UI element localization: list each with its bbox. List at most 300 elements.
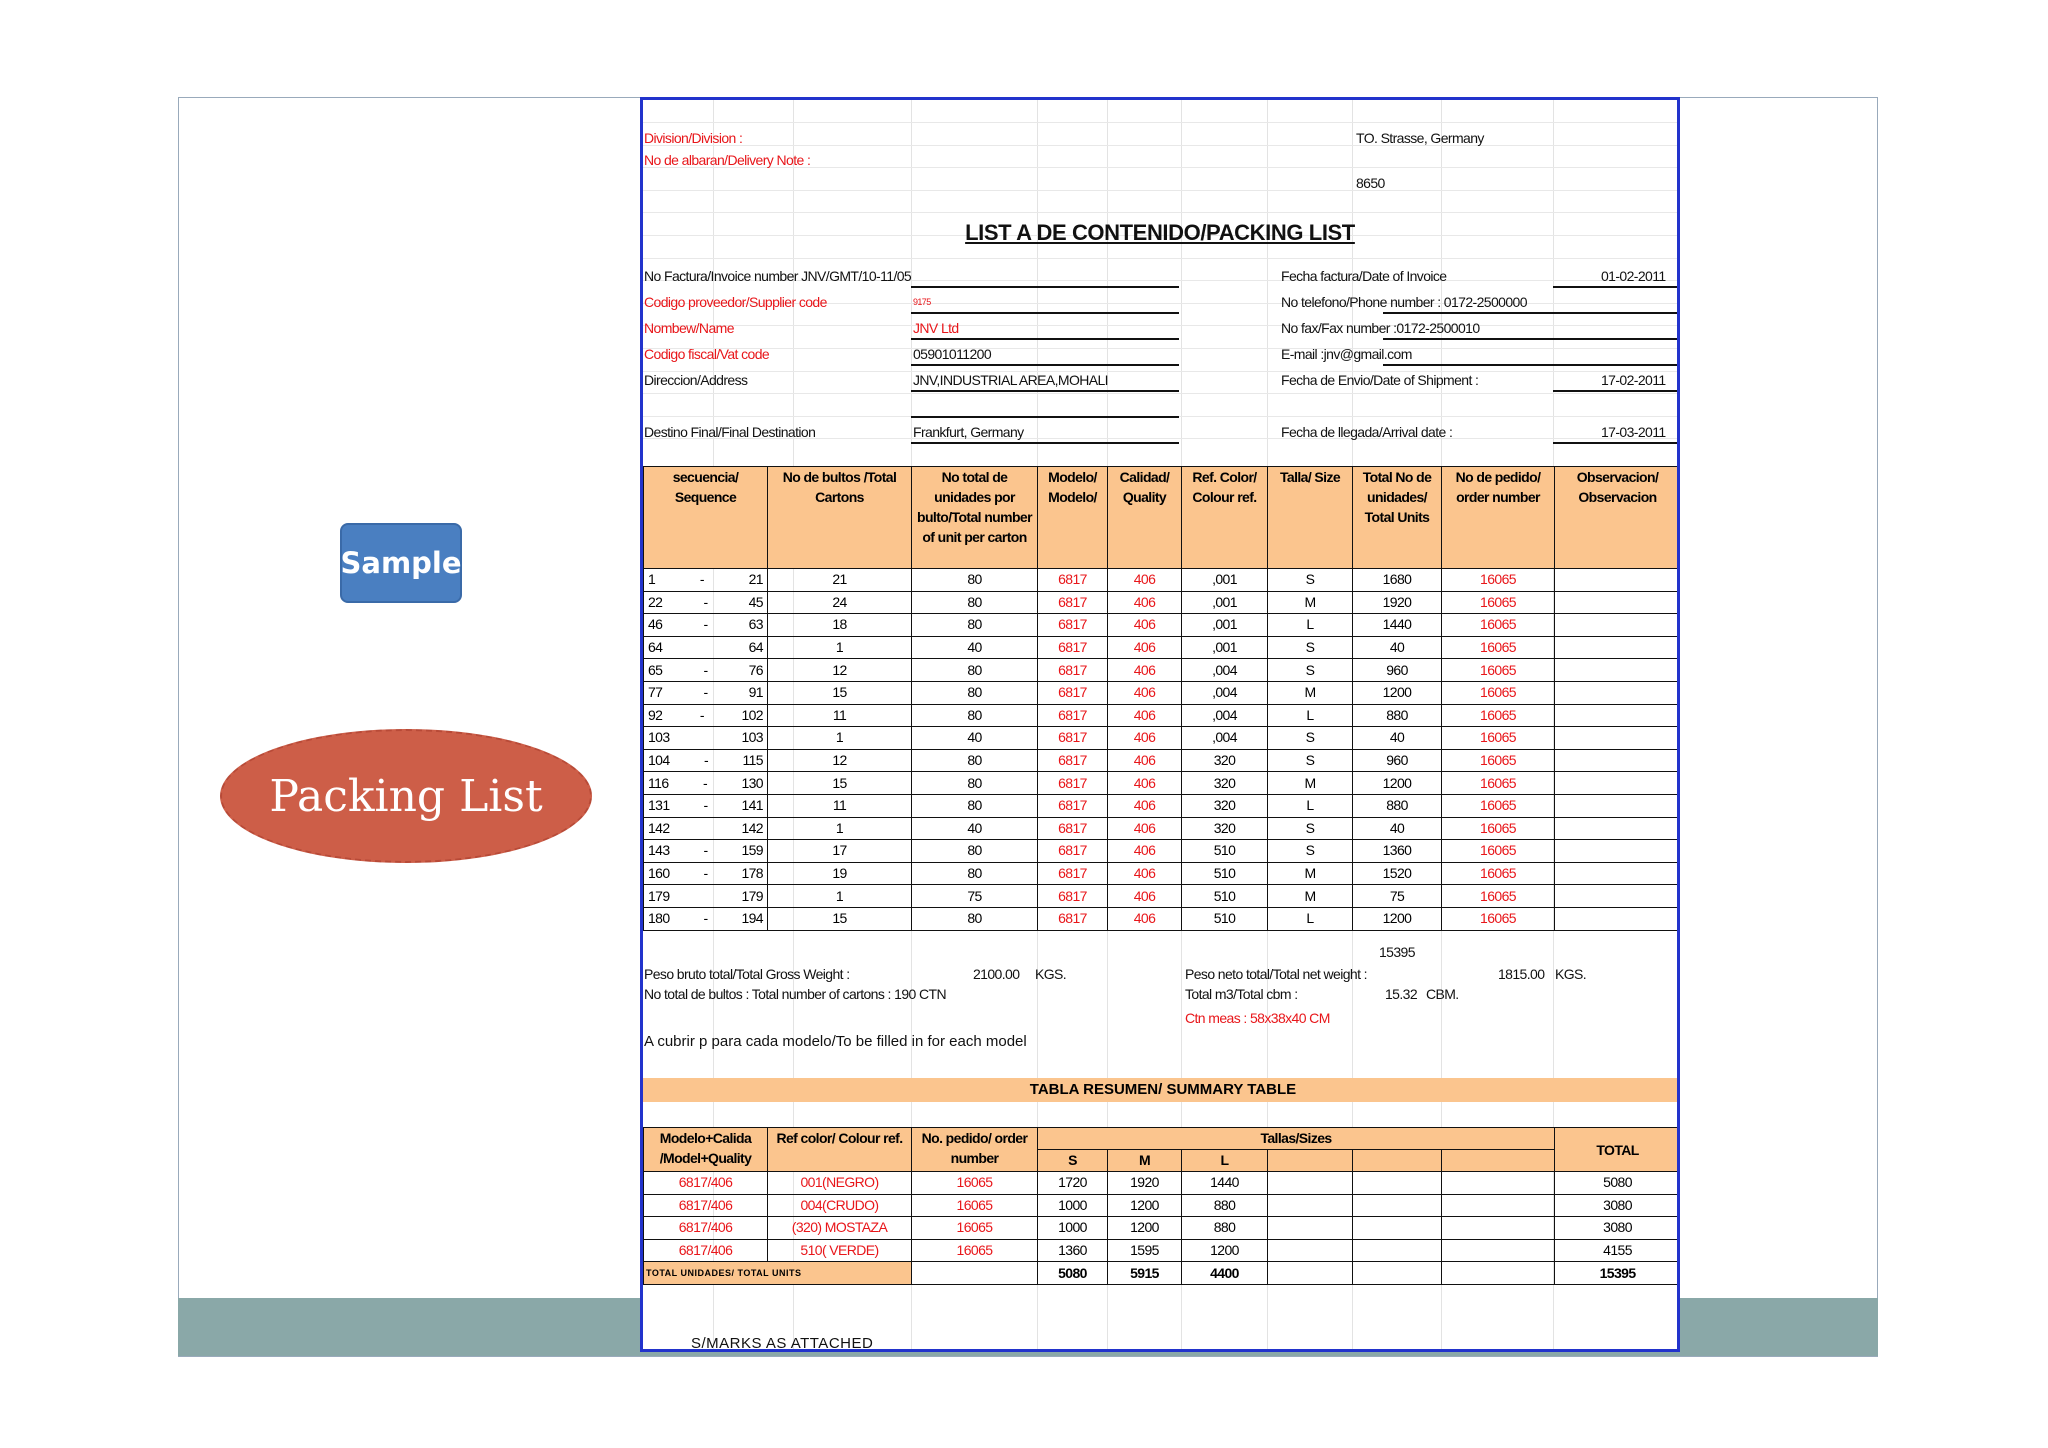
sequence-cell	[644, 569, 768, 592]
supplier-code-value: 9175	[913, 297, 931, 307]
order-cell: 16065	[1442, 681, 1555, 704]
final-destination-label: Destino Final/Final Destination	[644, 424, 816, 440]
order-cell: 16065	[1442, 862, 1555, 885]
per-carton-cell: 80	[912, 749, 1038, 772]
blank-cell	[1442, 1262, 1555, 1285]
colour-cell: 510	[1182, 840, 1268, 863]
units-cell: 40	[1353, 817, 1442, 840]
sequence-from: 64	[648, 639, 663, 656]
quality-cell: 406	[1108, 772, 1182, 795]
sequence-to: 178	[741, 865, 763, 882]
quality-cell: 406	[1108, 862, 1182, 885]
total-units-value: 15395	[1379, 944, 1415, 960]
colour-cell: 320	[1182, 772, 1268, 795]
cartons-cell: 15	[768, 907, 912, 930]
order-cell: 16065	[1442, 794, 1555, 817]
cbm-unit: CBM.	[1426, 986, 1459, 1002]
underline	[911, 338, 1179, 340]
units-cell: 1200	[1353, 772, 1442, 795]
blank-cell	[1442, 1194, 1555, 1217]
cartons-cell: 12	[768, 659, 912, 682]
observacion-cell	[1555, 817, 1681, 840]
to-address: TO. Strasse, Germany	[1356, 130, 1484, 146]
order-cell: 16065	[1442, 907, 1555, 930]
cartons-cell: 1	[768, 885, 912, 908]
table-row	[644, 659, 1681, 682]
shipping-marks: S/MARKS AS ATTACHED	[691, 1335, 874, 1352]
size-cell: M	[1268, 772, 1353, 795]
units-cell: 1200	[1353, 907, 1442, 930]
model-cell: 6817	[1038, 907, 1108, 930]
model-cell: 6817	[1038, 862, 1108, 885]
cartons-cell: 17	[768, 840, 912, 863]
l-cell: 880	[1182, 1217, 1268, 1240]
model-cell: 6817/406	[644, 1217, 768, 1240]
size-cell: S	[1268, 569, 1353, 592]
address-value: JNV,INDUSTRIAL AREA,MOHALI	[913, 372, 1108, 388]
per-carton-cell: 80	[912, 704, 1038, 727]
units-cell: 960	[1353, 749, 1442, 772]
quality-cell: 406	[1108, 704, 1182, 727]
size-cell: L	[1268, 704, 1353, 727]
colour-cell: 320	[1182, 749, 1268, 772]
table-row	[644, 636, 1681, 659]
model-cell: 6817	[1038, 614, 1108, 637]
sequence-cell	[644, 907, 768, 930]
quality-cell: 406	[1108, 614, 1182, 637]
sequence-cell	[644, 862, 768, 885]
underline	[911, 442, 1179, 444]
sequence-to: 115	[742, 752, 763, 769]
per-carton-cell: 80	[912, 772, 1038, 795]
cbm-value: 15.32	[1385, 986, 1418, 1002]
sequence-dash: -	[699, 571, 704, 588]
invoice-number-label: No Factura/Invoice number JNV/GMT/10-11/05	[644, 268, 912, 284]
units-cell: 880	[1353, 794, 1442, 817]
summary-row	[644, 1239, 1681, 1262]
model-cell: 6817	[1038, 681, 1108, 704]
total-s-cell: 5080	[1038, 1262, 1108, 1285]
sequence-cell	[644, 817, 768, 840]
per-carton-cell: 40	[912, 636, 1038, 659]
header-total-units: Total No de unidades/ Total Units	[1353, 467, 1442, 569]
colour-cell: ,004	[1182, 659, 1268, 682]
underline	[911, 364, 1179, 366]
sequence-from: 1	[648, 571, 656, 588]
fill-note: A cubrir p para cada modelo/To be filled in for each model	[644, 1033, 1027, 1050]
colour-cell: 510	[1182, 907, 1268, 930]
net-weight-label: Peso neto total/Total net weight :	[1185, 966, 1367, 982]
sum-header-blank	[1353, 1150, 1442, 1172]
table-row	[644, 885, 1681, 908]
order-cell: 16065	[1442, 659, 1555, 682]
underline	[911, 286, 1179, 288]
underline	[1553, 442, 1680, 444]
observacion-cell	[1555, 659, 1681, 682]
order-cell: 16065	[912, 1172, 1038, 1195]
colour-cell: ,001	[1182, 569, 1268, 592]
model-cell: 6817/406	[644, 1172, 768, 1195]
sequence-from: 65	[648, 661, 663, 678]
cartons-cell: 15	[768, 681, 912, 704]
vat-code-label: Codigo fiscal/Vat code	[644, 346, 770, 362]
cartons-cell: 24	[768, 591, 912, 614]
per-carton-cell: 80	[912, 840, 1038, 863]
order-cell: 16065	[1442, 636, 1555, 659]
order-cell: 16065	[912, 1217, 1038, 1240]
size-cell: S	[1268, 749, 1353, 772]
fax-label: No fax/Fax number :0172-2500010	[1281, 320, 1480, 336]
sequence-dash: -	[702, 774, 708, 791]
supplier-code-label: Codigo proveedor/Supplier code	[644, 294, 827, 310]
grid-line	[643, 145, 1677, 146]
l-cell: 1200	[1182, 1239, 1268, 1262]
sequence-to: 102	[741, 706, 763, 723]
quality-cell: 406	[1108, 591, 1182, 614]
sequence-dash: -	[703, 593, 708, 610]
size-cell: M	[1268, 681, 1353, 704]
quality-cell: 406	[1108, 749, 1182, 772]
total-cell: 4155	[1555, 1239, 1680, 1262]
total-total-cell: 15395	[1555, 1262, 1680, 1285]
size-cell: S	[1268, 840, 1353, 863]
cartons-cell: 19	[768, 862, 912, 885]
sequence-cell	[644, 704, 768, 727]
sequence-from: 143	[648, 842, 670, 859]
observacion-cell	[1555, 885, 1681, 908]
sequence-dash: -	[703, 661, 708, 678]
colour-cell: ,001	[1182, 591, 1268, 614]
sequence-from: 180	[648, 910, 670, 927]
colour-cell: 510( VERDE)	[768, 1239, 912, 1262]
model-cell: 6817/406	[644, 1194, 768, 1217]
summary-total-label: TOTAL UNIDADES/ TOTAL UNITS	[644, 1262, 912, 1285]
quality-cell: 406	[1108, 659, 1182, 682]
quality-cell: 406	[1108, 817, 1182, 840]
header-quality: Calidad/ Quality	[1108, 467, 1182, 569]
quality-cell: 406	[1108, 727, 1182, 750]
model-cell: 6817	[1038, 591, 1108, 614]
grid-line	[643, 348, 1677, 349]
cartons-cell: 21	[768, 569, 912, 592]
summary-row	[644, 1217, 1681, 1240]
cartons-cell: 11	[768, 704, 912, 727]
name-label: Nombew/Name	[644, 320, 734, 336]
invoice-date-value: 01-02-2011	[1601, 268, 1666, 284]
m-cell: 1200	[1108, 1194, 1182, 1217]
per-carton-cell: 75	[912, 885, 1038, 908]
order-cell: 16065	[1442, 704, 1555, 727]
order-cell: 16065	[1442, 614, 1555, 637]
order-cell: 16065	[1442, 749, 1555, 772]
sum-header-total: TOTAL	[1555, 1128, 1680, 1172]
underline	[911, 416, 1179, 418]
units-cell: 1360	[1353, 840, 1442, 863]
delivery-note-label: No de albaran/Delivery Note :	[644, 152, 811, 168]
sequence-cell	[644, 591, 768, 614]
size-cell: M	[1268, 885, 1353, 908]
sum-header-s: S	[1038, 1150, 1108, 1172]
units-cell: 1680	[1353, 569, 1442, 592]
underline	[911, 390, 1179, 392]
header-units-per-carton: No total de unidades por bulto/Total number of unit per carton	[912, 467, 1038, 569]
grid-line	[643, 190, 1677, 191]
per-carton-cell: 80	[912, 591, 1038, 614]
table-row	[644, 727, 1681, 750]
summary-row	[644, 1194, 1681, 1217]
summary-title: TABLA RESUMEN/ SUMMARY TABLE	[643, 1078, 1680, 1102]
colour-cell: 510	[1182, 885, 1268, 908]
cartons-cell: 12	[768, 749, 912, 772]
sum-header-order: No. pedido/ order number	[912, 1128, 1038, 1172]
per-carton-cell: 80	[912, 569, 1038, 592]
size-cell: L	[1268, 907, 1353, 930]
per-carton-cell: 40	[912, 727, 1038, 750]
blank-cell	[1353, 1239, 1442, 1262]
units-cell: 960	[1353, 659, 1442, 682]
summary-row	[644, 1172, 1681, 1195]
colour-cell: ,001	[1182, 636, 1268, 659]
colour-cell: 001(NEGRO)	[768, 1172, 912, 1195]
sequence-cell	[644, 636, 768, 659]
header-sequence: secuencia/ Sequence	[644, 467, 768, 569]
size-cell: S	[1268, 659, 1353, 682]
quality-cell: 406	[1108, 907, 1182, 930]
order-cell: 16065	[1442, 569, 1555, 592]
sequence-to: 141	[741, 797, 763, 814]
per-carton-cell: 80	[912, 659, 1038, 682]
sum-header-model-quality: Modelo+Calida /Model+Quality	[644, 1128, 768, 1172]
table-row	[644, 681, 1681, 704]
shipment-date-value: 17-02-2011	[1601, 372, 1666, 388]
observacion-cell	[1555, 614, 1681, 637]
s-cell: 1720	[1038, 1172, 1108, 1195]
size-cell: M	[1268, 591, 1353, 614]
sequence-from: 77	[648, 684, 663, 701]
gross-weight-value: 2100.00	[973, 966, 1020, 982]
m-cell: 1595	[1108, 1239, 1182, 1262]
grid-line	[643, 122, 1677, 123]
grid-line	[643, 393, 1677, 394]
size-cell: L	[1268, 614, 1353, 637]
size-cell: S	[1268, 727, 1353, 750]
s-cell: 1000	[1038, 1194, 1108, 1217]
sequence-to: 45	[748, 593, 763, 610]
packing-table	[643, 466, 1680, 931]
observacion-cell	[1555, 569, 1681, 592]
size-cell: M	[1268, 862, 1353, 885]
sequence-cell	[644, 772, 768, 795]
cbm-label: Total m3/Total cbm :	[1185, 986, 1298, 1002]
table-row	[644, 794, 1681, 817]
sequence-to: 130	[741, 774, 763, 791]
header-observacion: Observacion/ Observacion	[1555, 467, 1681, 569]
blank-cell	[1442, 1172, 1555, 1195]
sequence-to: 76	[748, 661, 763, 678]
header-order-number: No de pedido/ order number	[1442, 467, 1555, 569]
colour-cell: ,004	[1182, 681, 1268, 704]
sequence-from: 131	[648, 797, 670, 814]
sequence-from: 142	[648, 819, 670, 836]
quality-cell: 406	[1108, 569, 1182, 592]
order-cell: 16065	[912, 1239, 1038, 1262]
quality-cell: 406	[1108, 636, 1182, 659]
m-cell: 1920	[1108, 1172, 1182, 1195]
sequence-dash: -	[703, 684, 708, 701]
observacion-cell	[1555, 591, 1681, 614]
model-cell: 6817	[1038, 817, 1108, 840]
blank-cell	[1353, 1172, 1442, 1195]
grid-line	[643, 258, 1677, 259]
sequence-dash: -	[703, 616, 708, 633]
gross-weight-unit: KGS.	[1035, 966, 1067, 982]
grid-line	[643, 325, 1677, 326]
cartons-cell: 15	[768, 772, 912, 795]
observacion-cell	[1555, 727, 1681, 750]
phone-label: No telefono/Phone number : 0172-2500000	[1281, 294, 1527, 310]
blank-cell	[1268, 1262, 1353, 1285]
net-weight-value: 1815.00	[1498, 966, 1545, 982]
blank-cell	[1268, 1239, 1353, 1262]
sequence-dash: -	[699, 706, 704, 723]
underline	[1553, 286, 1680, 288]
underline	[1383, 312, 1680, 314]
quality-cell: 406	[1108, 794, 1182, 817]
colour-cell: 320	[1182, 794, 1268, 817]
colour-cell: ,001	[1182, 614, 1268, 637]
arrival-date-value: 17-03-2011	[1601, 424, 1666, 440]
colour-cell: (320) MOSTAZA	[768, 1217, 912, 1240]
per-carton-cell: 40	[912, 817, 1038, 840]
total-cartons-label: No total de bultos : Total number of cartons : 190 CTN	[644, 986, 946, 1002]
order-cell: 16065	[1442, 772, 1555, 795]
sum-header-blank	[1268, 1150, 1353, 1172]
sequence-cell	[644, 749, 768, 772]
summary-table	[643, 1127, 1680, 1285]
observacion-cell	[1555, 907, 1681, 930]
blank-cell	[1353, 1194, 1442, 1217]
address-label: Direccion/Address	[644, 372, 748, 388]
header-colour-ref: Ref. Color/ Colour ref.	[1182, 467, 1268, 569]
cartons-cell: 1	[768, 636, 912, 659]
table-row	[644, 614, 1681, 637]
underline	[1383, 338, 1680, 340]
sequence-to: 159	[741, 842, 763, 859]
colour-cell: ,004	[1182, 727, 1268, 750]
sequence-cell	[644, 840, 768, 863]
blank-cell	[1353, 1217, 1442, 1240]
total-l-cell: 4400	[1182, 1262, 1268, 1285]
total-cell: 3080	[1555, 1194, 1680, 1217]
sequence-to: 64	[748, 639, 763, 656]
observacion-cell	[1555, 772, 1681, 795]
order-cell: 16065	[1442, 727, 1555, 750]
invoice-date-label: Fecha factura/Date of Invoice	[1281, 268, 1447, 284]
model-cell: 6817	[1038, 794, 1108, 817]
sequence-dash: -	[703, 752, 709, 769]
sequence-from: 104	[648, 752, 670, 769]
model-cell: 6817	[1038, 569, 1108, 592]
units-cell: 1920	[1353, 591, 1442, 614]
summary-total-row	[644, 1262, 1681, 1285]
observacion-cell	[1555, 749, 1681, 772]
blank-cell	[912, 1262, 1038, 1285]
net-weight-unit: KGS.	[1555, 966, 1587, 982]
shipment-date-label: Fecha de Envio/Date of Shipment :	[1281, 372, 1479, 388]
units-cell: 1440	[1353, 614, 1442, 637]
units-cell: 880	[1353, 704, 1442, 727]
l-cell: 880	[1182, 1194, 1268, 1217]
sample-button[interactable]: Sample	[340, 523, 462, 603]
size-cell: S	[1268, 817, 1353, 840]
colour-cell: 004(CRUDO)	[768, 1194, 912, 1217]
blank-cell	[1268, 1194, 1353, 1217]
sequence-cell	[644, 794, 768, 817]
model-cell: 6817/406	[644, 1239, 768, 1262]
model-cell: 6817	[1038, 840, 1108, 863]
units-cell: 1520	[1353, 862, 1442, 885]
per-carton-cell: 80	[912, 907, 1038, 930]
colour-cell: 510	[1182, 862, 1268, 885]
page-title: LIST A DE CONTENIDO/PACKING LIST	[965, 220, 1355, 245]
blank-cell	[1442, 1239, 1555, 1262]
sum-header-blank	[1442, 1150, 1555, 1172]
l-cell: 1440	[1182, 1172, 1268, 1195]
per-carton-cell: 80	[912, 794, 1038, 817]
sequence-dash: -	[703, 865, 708, 882]
sequence-cell	[644, 614, 768, 637]
sequence-to: 21	[748, 571, 763, 588]
cartons-cell: 11	[768, 794, 912, 817]
table-row	[644, 749, 1681, 772]
sequence-cell	[644, 727, 768, 750]
sequence-cell	[644, 659, 768, 682]
sequence-from: 46	[648, 616, 663, 633]
sum-header-colour: Ref color/ Colour ref.	[768, 1128, 912, 1172]
total-m-cell: 5915	[1108, 1262, 1182, 1285]
units-cell: 40	[1353, 636, 1442, 659]
underline	[1553, 390, 1680, 392]
underline	[911, 312, 1179, 314]
model-cell: 6817	[1038, 636, 1108, 659]
packing-list-oval: Packing List	[220, 729, 592, 863]
quality-cell: 406	[1108, 885, 1182, 908]
table-row	[644, 772, 1681, 795]
s-cell: 1360	[1038, 1239, 1108, 1262]
sequence-from: 160	[648, 865, 670, 882]
units-cell: 1200	[1353, 681, 1442, 704]
size-cell: L	[1268, 794, 1353, 817]
sequence-cell	[644, 885, 768, 908]
grid-line	[643, 212, 1677, 213]
sequence-to: 91	[748, 684, 763, 701]
sequence-to: 63	[748, 616, 763, 633]
size-cell: S	[1268, 636, 1353, 659]
header-model: Modelo/ Modelo/	[1038, 467, 1108, 569]
observacion-cell	[1555, 840, 1681, 863]
model-cell: 6817	[1038, 704, 1108, 727]
table-row	[644, 591, 1681, 614]
blank-cell	[1353, 1262, 1442, 1285]
colour-cell: ,004	[1182, 704, 1268, 727]
packing-list-sheet	[640, 97, 1680, 1352]
grid-line	[643, 371, 1677, 372]
order-cell: 16065	[1442, 817, 1555, 840]
carton-measurements: Ctn meas : 58x38x40 CM	[1185, 1010, 1330, 1026]
colour-cell: 320	[1182, 817, 1268, 840]
quality-cell: 406	[1108, 681, 1182, 704]
sequence-cell	[644, 681, 768, 704]
